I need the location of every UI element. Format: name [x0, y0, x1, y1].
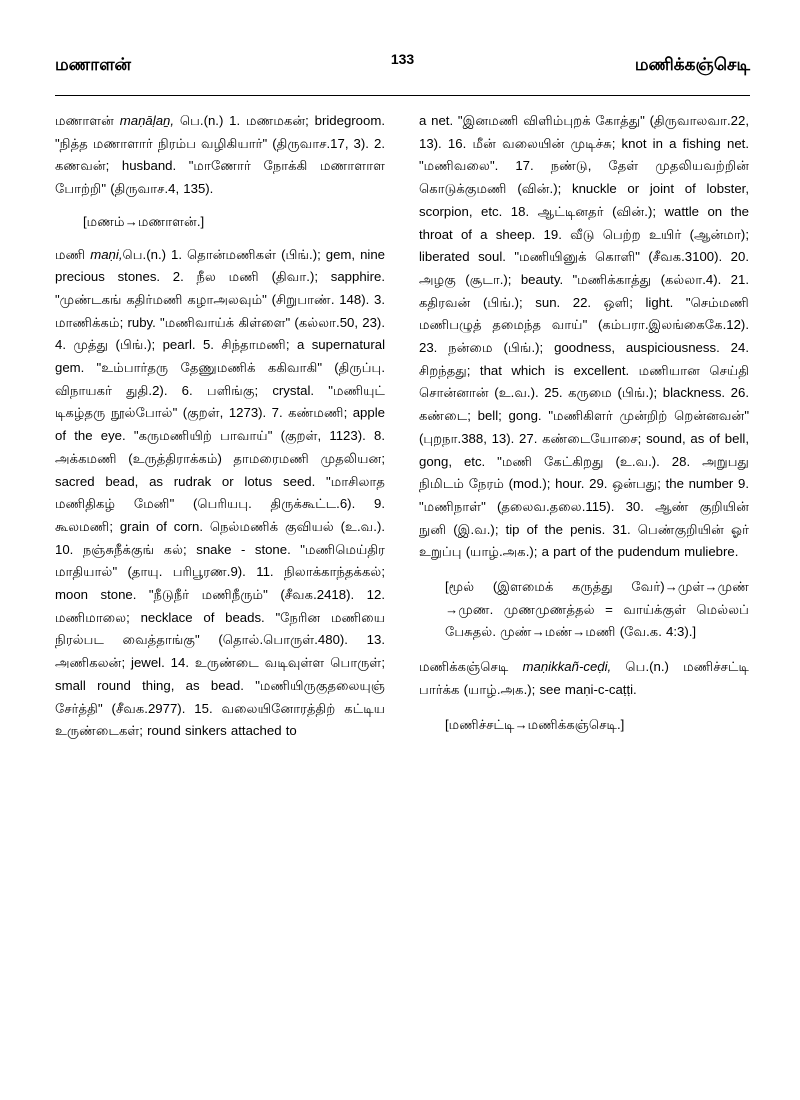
left-column	[55, 110, 385, 745]
entry-etymology: [மணம்→மணாளன்.]	[83, 213, 205, 229]
header-right-headword: மணிக்கஞ்செடி	[634, 55, 750, 74]
entry-senses: 1. தொன்மணிகள் (பிங்.); gem, nine precious stones. 2. நீல மணி (திவா.); sapphire. "முண்டகங் கதிர்மணி கழாஅலவும்" (சிறுபாண். 148). 3. மாணிக்கம்; ruby. "மணிவாய்க் கிள்ளை" (கல்லா.50, 23). 4. முத்து (பிங்.); pearl. 5. சிந்தாமணி; a supernatural gem. "உம்பார்தரு தேணுமணிக் ககிவாகி" (திருப்பு. விநாயகர் துதி.2). 6. பளிங்கு; crystal. "மணியுட் டிகழ்தரு நூல்போல்" (குறள், 1273). 7. கண்மணி; apple of the eye. "கருமணியிற் பாவாய்" (குறள், 1123). 8. அக்கமணி (உருத்திராக்கம்) தாமரைமணி முதலியன; sacred bead, as rudrak or lotus seed. "மாசிலாத மணிதிகழ் மேனி" (பெரியபு. திருக்கூட்ட.6). 9. கூலமணி; grain of corn. நெல்மணிக் குவியல் (உ.வ.). 10. நஞ்சுநீக்குங் கல்; snake - stone. "மணிமெய்திர மாதியால்" (தாயு. பரிபூரண.9). 11. நிலாக்காந்தக்கல்; moon stone. "நீடுநீர் மணிநீரும்" (சீவக.2418). 12. மணிமாலை; necklace of beads. "நேரின மணியை நிரல்பட வைத்தாங்கு" (தொல்.பொருள்.480). 13. அணிகலன்; jewel. 14. உருண்டை வடிவுள்ள பொருள்; small round thing, as bead. "மணியிருகுதலையுஞ் சேர்த்தி" (சீவக.2977). 15. வலையினோரத்திற் கட்டிய உருண்டைகள்; round sinkers attached to	[55, 246, 385, 739]
entry-body: 1. மணமகன்; bridegroom. "நித்த மணாளார் நிரம்ப வழிகியார்" (திருவாச.17, 3). 2. கணவன்; husband. "மாணோர் நோக்கி மணாளாள போற்றி" (திருவாச.4, 135).	[55, 113, 386, 197]
entry-mani	[55, 244, 385, 743]
header-divider	[55, 95, 750, 96]
entry-headword-roman: maṇāḷaṉ,	[119, 113, 175, 128]
entry-etymology: [மூல் (இளமைக் கருத்து வேர்)→முள்→முண் →முண. முணமுணத்தல் = வாய்க்குள் மெல்லப் பேசுதல். முண்→மண்→மணி (வே.க. 4:3).]	[445, 579, 749, 640]
page-header	[55, 51, 750, 89]
entry-mani-continued: a net. "இனமணி விளிம்புறக் கோத்து" (திருவாலவா.22, 13). 16. மீன் வலையின் முடிச்சு; knot in a fishing net. "மணிவலை". 17. நண்டு, தேள் முதலியவற்றின் கொடுக்குமணி (வின்.); knuckle or joint of lobster, scorpion, etc. 18. ஆட்டினதர் (வின்.); wattle on the throat of a sheep. 19. வீடு பெற்ற உயிர் (ஆன்மா); liberated soul. "மணியினுக் கொளி" (சீவக.3100). 20. அழகு (சூடா.); beauty. "மணிக்காத்து (கல்லா.4). 21. கதிரவன் (பிங்.); sun. 22. ஒளி; light. "செம்மணி மணிபழுத் தமைந்த வாய்" (கம்பரா.இலங்கைகே.12). 23. நன்மை (பிங்.); goodness, auspiciousness. 24. சிறந்தது; that which is excellent. மணியான செய்தி சொன்னான் (உ.வ.). 25. கருமை (பிங்.); blackness. 26. கண்டை; bell; gong. "மணிகிளர் முன்றிற் றென்னவன்" (புறநா.388, 13). 27. கண்டையோசை; sound, as of bell, gong, etc. "மணி கேட்கிறது (உ.வ.). 28. அறுபது நிமிடம் நேரம் (mod.); hour. 29. ஒன்பது; the number 9. "மணிநாள்" (தலைவ.தலை.115). 30. ஆண் குறியின் நுனி (இ.வ.); tip of the penis. 31. பெண்குறியின் ஓர் உறுப்பு (யாழ்.அக.); a part of the pudendum muliebre.	[419, 113, 750, 560]
entry-manalan	[55, 110, 385, 201]
entry-headword-roman: maṇikkañ-ceḍi,	[522, 659, 612, 675]
two-column-body	[55, 110, 750, 748]
entry-pos: பெ.(n.)	[122, 246, 167, 262]
entry-body: மணிச்சட்டி பார்க்க (யாழ்.அக.); see maṇi-c-caṭṭi.	[419, 659, 749, 697]
entry-headword-tamil: மணிக்கஞ்செடி	[419, 659, 509, 675]
entry-headword-roman: maṇi,	[90, 246, 123, 262]
entry-etymology: [மணிச்சட்டி→மணிக்கஞ்செடி.]	[445, 716, 625, 732]
entry-pos: பெ.(n.)	[625, 659, 669, 675]
entry-manikkanchedi	[419, 656, 749, 701]
page-number: 133	[390, 51, 415, 67]
entry-pos: பெ.(n.)	[179, 113, 224, 128]
right-column	[419, 110, 749, 748]
entry-headword-tamil: மணி	[55, 246, 86, 262]
header-left-headword: மணாளன்	[55, 55, 132, 74]
entry-headword-tamil: மணாளன்	[55, 113, 114, 128]
